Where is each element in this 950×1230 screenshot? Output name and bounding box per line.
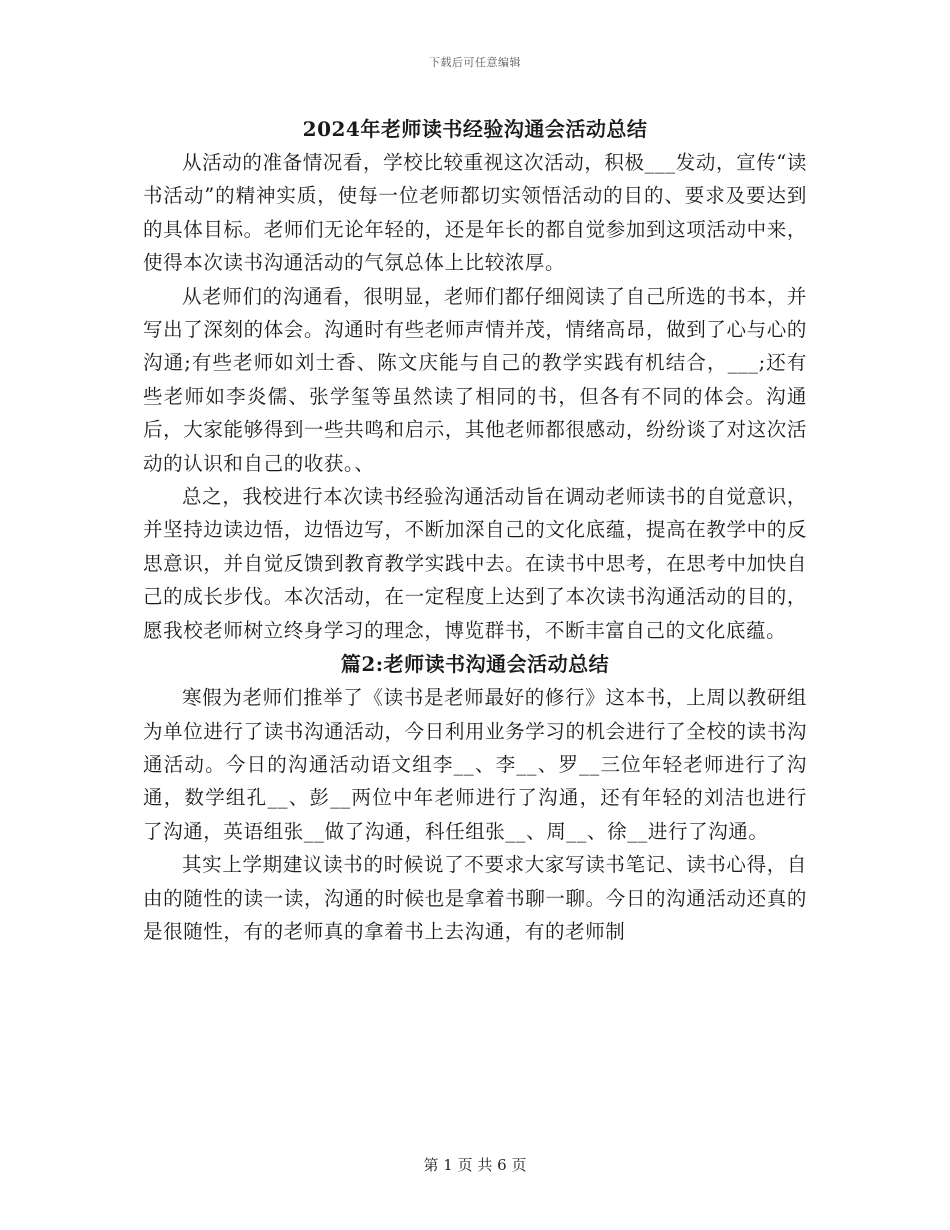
page-number: 第 1 页 共 6 页 [423, 1156, 527, 1174]
paragraph-1: 从活动的准备情况看，学校比较重视这次活动，积极___发动，宣传“读书活动”的精神实质，使每一位老师都切实领悟活动的目的、要求及要达到的具体目标。老师们无论年轻的，还是年长的都自觉参加到这项活动中来，使得本次读书沟通活动的气氛总体上比较浓厚。 [143, 151, 807, 275]
header-note: 下载后可任意编辑 [429, 56, 521, 69]
document-body [143, 112, 807, 948]
paragraph-2: 从老师们的沟通看，很明显，老师们都仔细阅读了自己所选的书本，并写出了深刻的体会。沟通时有些老师声情并茂，情绪高昂，做到了心与心的沟通;有些老师如刘士香、陈文庆能与自己的教学实践有机结合，___;还有些老师如李炎儒、张学玺等虽然读了相同的书，但各有不同的体会。沟通后，大家能够得到一些共鸣和启示，其他老师都很感动，纷纷谈了对这次活动的认识和自己的收获。、 [143, 284, 807, 475]
paragraph-3: 总之，我校进行本次读书经验沟通活动旨在调动老师读书的自觉意识，并坚持边读边悟，边悟边写，不断加深自己的文化底蕴，提高在教学中的反思意识，并自觉反馈到教育教学实践中去。在读书中思考，在思考中加快自己的成长步伐。本次活动，在一定程度上达到了本次读书沟通活动的目的，愿我校老师树立终身学习的理念，博览群书，不断丰富自己的文化底蕴。 [143, 485, 807, 642]
paragraph-5: 其实上学期建议读书的时候说了不要求大家写读书笔记、读书心得，自由的随性的读一读，沟通的时候也是拿着书聊一聊。今日的沟通活动还真的是很随性，有的老师真的拿着书上去沟通，有的老师制 [143, 853, 807, 943]
section-2-title: 篇2:老师读书沟通会活动总结 [340, 652, 610, 677]
paragraph-4: 寒假为老师们推举了《读书是老师最好的修行》这本书，上周以教研组为单位进行了读书沟通活动，今日利用业务学习的机会进行了全校的读书沟通活动。今日的沟通活动语文组李__、李__、罗__三位年轻老师进行了沟通，数学组孔__、彭__两位中年老师进行了沟通，还有年轻的刘洁也进行了沟通，英语组张__做了沟通，科任组张__、周__、徐__进行了沟通。 [143, 686, 807, 843]
document-title: 2024年老师读书经验沟通会活动总结 [302, 117, 648, 141]
